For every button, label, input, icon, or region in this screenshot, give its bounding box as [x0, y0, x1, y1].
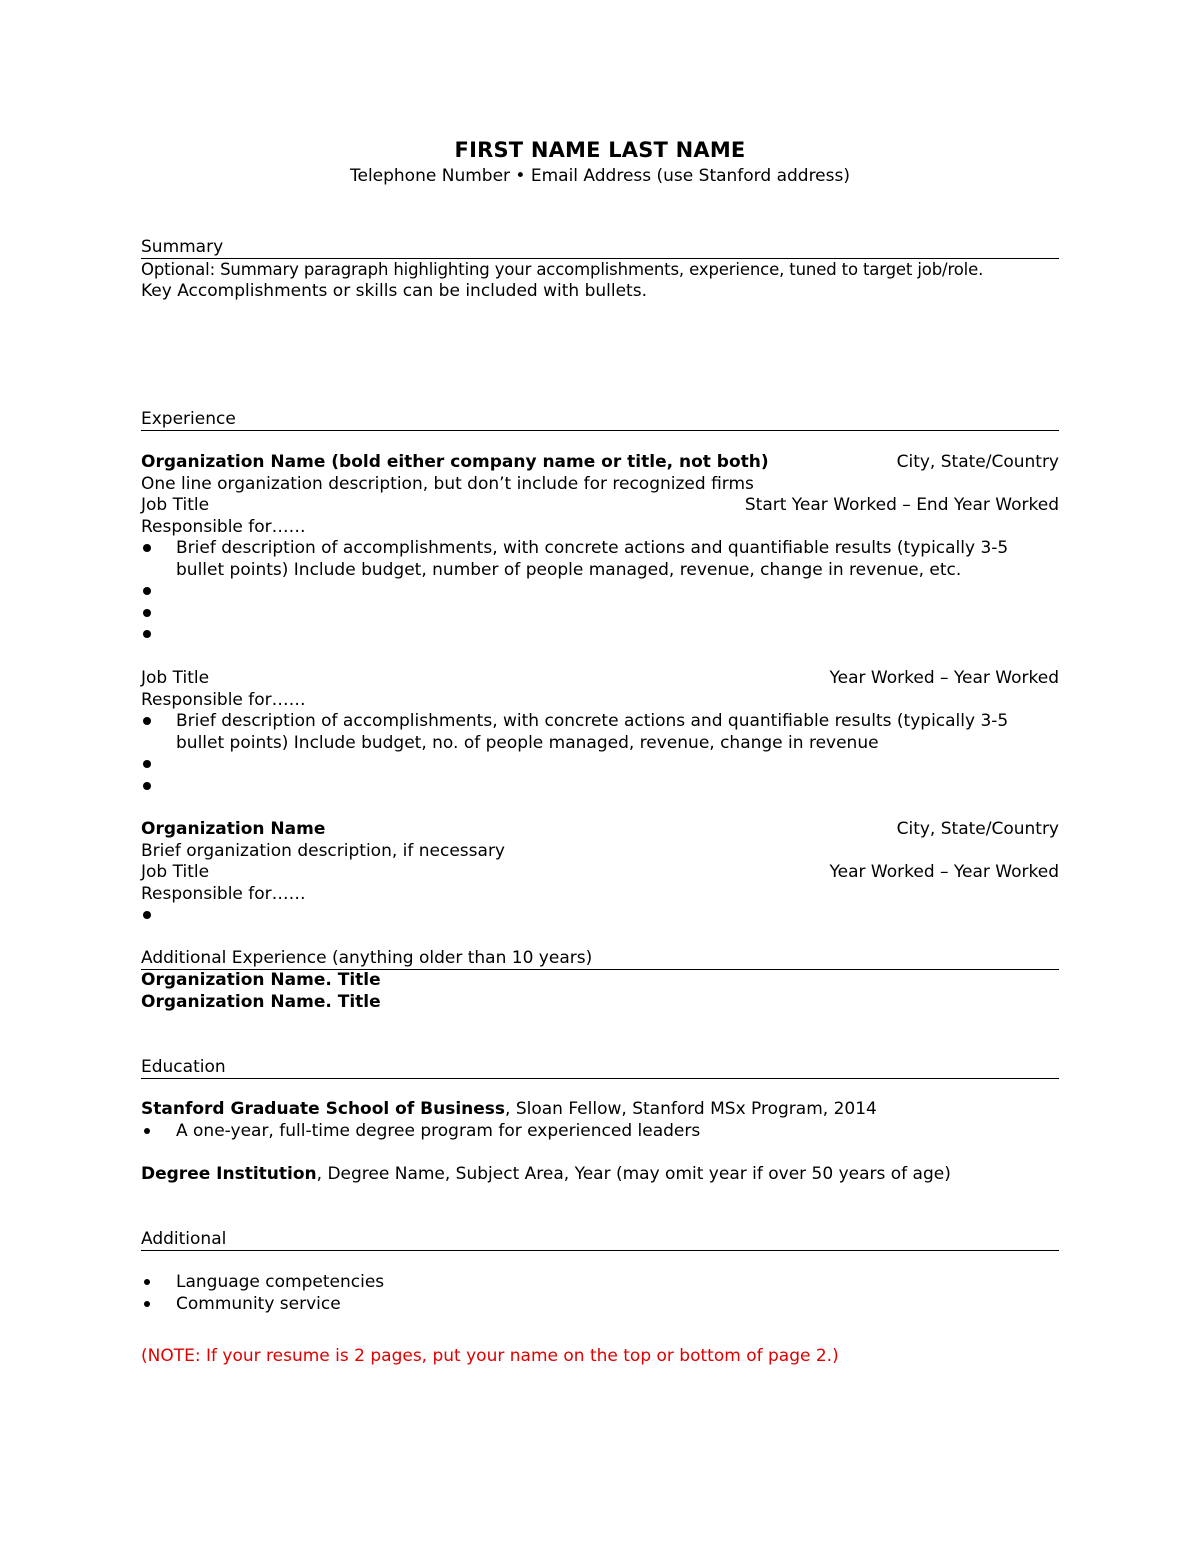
list-item	[141, 538, 1059, 581]
list-item	[141, 1294, 1059, 1316]
org1-job1-responsible: Responsible for……	[141, 516, 306, 537]
list-item	[141, 581, 1059, 603]
education-school-1	[141, 1099, 1059, 1142]
additional-bullets	[141, 1272, 1059, 1315]
bullet-icon	[143, 609, 151, 617]
bullet-text-line-1: Brief description of accomplishments, with concrete actions and quantifiable results (typically 3-5	[176, 711, 1009, 731]
org2-location: City, State/Country	[896, 819, 1059, 839]
education-section	[141, 1056, 1059, 1079]
education-heading: Education	[141, 1056, 1059, 1079]
bullet-text-line-1: Brief description of accomplishments, with concrete actions and quantifiable results (typically 3-5	[176, 538, 1009, 558]
additional-experience-heading: Additional Experience (anything older than 10 years)	[141, 947, 1059, 970]
contact-line: Telephone Number • Email Address (use Stanford address)	[349, 166, 850, 186]
org1-job2-bullets	[141, 711, 1059, 797]
summary-heading: Summary	[141, 236, 1059, 259]
org2-block	[141, 819, 1059, 927]
bullet-icon	[144, 1128, 150, 1134]
org2-job-bullets	[141, 905, 1059, 927]
list-item	[141, 624, 1059, 646]
bullet-icon	[143, 911, 151, 919]
additional-heading: Additional	[141, 1228, 1059, 1251]
list-item	[141, 711, 1059, 754]
org2-job-responsible: Responsible for……	[141, 883, 306, 904]
bullet-icon	[143, 544, 151, 552]
org1-job1-bullets	[141, 538, 1059, 646]
org2-description: Brief organization description, if necessary	[141, 840, 505, 861]
org2-job-dates: Year Worked – Year Worked	[829, 862, 1059, 882]
additional-list-block	[141, 1272, 1059, 1315]
note-suffix: )	[832, 1346, 839, 1366]
school-1-bullets	[141, 1121, 1059, 1143]
school-1-bullet-text: A one-year, full-time degree program for experienced leaders	[176, 1120, 701, 1141]
bullet-icon	[144, 1279, 150, 1285]
additional-experience-section	[141, 947, 1059, 1013]
page-note	[141, 1346, 1059, 1368]
additional-item-2: Community service	[176, 1293, 341, 1314]
additional-item-1: Language competencies	[176, 1272, 385, 1292]
org2-name: Organization Name	[141, 819, 326, 839]
summary-line-1: Optional: Summary paragraph highlighting your accomplishments, experience, tuned to target job/role.	[141, 260, 984, 279]
list-item	[141, 776, 1059, 798]
bullet-icon	[143, 782, 151, 790]
org1-name: Organization Name (bold either company name or title, not both)	[141, 452, 769, 472]
bullet-icon	[143, 630, 151, 638]
education-school-2	[141, 1164, 1059, 1186]
experience-section	[141, 408, 1059, 431]
school-2-name: Degree Institution	[141, 1164, 317, 1184]
summary-section	[141, 236, 1059, 302]
org2-job-title: Job Title	[141, 862, 210, 882]
additional-experience-item-2: Organization Name. Title	[141, 991, 381, 1012]
list-item	[141, 905, 1059, 927]
bullet-icon	[143, 587, 151, 595]
org1-location: City, State/Country	[896, 452, 1059, 472]
full-name: FIRST NAME LAST NAME	[454, 138, 746, 162]
org1-job2-dates: Year Worked – Year Worked	[829, 668, 1059, 688]
experience-heading: Experience	[141, 408, 1059, 431]
additional-experience-item-1: Organization Name. Title	[141, 970, 381, 990]
note-text: If your resume is 2 pages, put your name on the top or bottom of page 2.	[206, 1346, 833, 1366]
list-item	[141, 1272, 1059, 1294]
list-item	[141, 1121, 1059, 1143]
org1-job2-responsible: Responsible for……	[141, 689, 306, 710]
bullet-text-line-2: bullet points) Include budget, number of people managed, revenue, change in revenue, etc.	[176, 559, 962, 580]
additional-section	[141, 1228, 1059, 1251]
bullet-icon	[143, 760, 151, 768]
bullet-icon	[143, 717, 151, 725]
org1-job1-dates: Start Year Worked – End Year Worked	[744, 495, 1059, 515]
list-item	[141, 754, 1059, 776]
bullet-text-line-2: bullet points) Include budget, no. of people managed, revenue, change in revenue	[176, 732, 879, 753]
school-1-name: Stanford Graduate School of Business	[141, 1099, 506, 1119]
list-item	[141, 603, 1059, 625]
org1-job1-title: Job Title	[141, 495, 210, 515]
org1-description: One line organization description, but don’t include for recognized firms	[141, 473, 754, 494]
school-1-detail: , Sloan Fellow, Stanford MSx Program, 2014	[505, 1099, 877, 1119]
note-prefix: (NOTE:	[141, 1346, 206, 1366]
bullet-icon	[144, 1301, 150, 1307]
org1-job2-title: Job Title	[141, 668, 210, 688]
org1-block	[141, 452, 1059, 646]
school-2-detail: , Degree Name, Subject Area, Year (may omit year if over 50 years of age)	[316, 1164, 951, 1184]
summary-line-2: Key Accomplishments or skills can be included with bullets.	[141, 280, 647, 301]
org1-job2-block	[141, 668, 1059, 797]
